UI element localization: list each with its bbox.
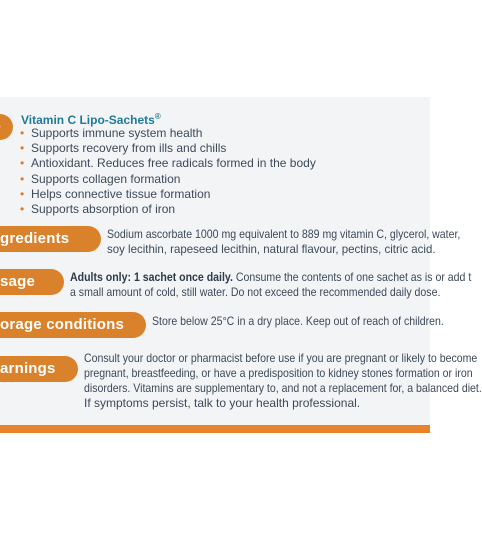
storage-text: Store below 25°C in a dry place. Keep out of reach of children. [152, 314, 444, 328]
warnings-text-line-4: If symptoms persist, talk to your health professional. [84, 396, 361, 410]
benefit-item: • Supports absorption of iron [20, 202, 176, 217]
benefit-item: • Supports immune system health [20, 126, 203, 140]
registered-mark: ® [154, 112, 161, 121]
usage-text-line-2: a small amount of cold, still water. Do not exceed the recommended daily dose. [70, 285, 441, 299]
bullet-icon: • [20, 156, 25, 171]
benefit-item: • Supports recovery from ills and chills [20, 141, 227, 156]
ingredients-text-line-2: soy lecithin, rapeseed lecithin, natural flavour, pectins, citric acid. [107, 242, 436, 256]
accent-bar [0, 425, 430, 433]
product-name: Vitamin C Lipo-Sachets® [21, 112, 161, 127]
bullet-icon: • [20, 126, 25, 140]
usage-text-line-1: Adults only: 1 sachet once daily. Consume the contents of one sachet as is or add t [70, 270, 472, 284]
benefit-item: • Helps connective tissue formation [20, 186, 211, 201]
warnings-tag: arnings [0, 356, 78, 382]
usage-tag: sage [0, 269, 64, 295]
bullet-icon: • [20, 186, 25, 201]
storage-tag: orage conditions [0, 312, 146, 338]
bullet-icon: • [20, 202, 25, 217]
benefit-item: • Supports collagen formation [20, 171, 181, 186]
benefits-list [20, 126, 316, 217]
warnings-text-line-3: disorders. Vitamins are supplementary to, and not a replacement for, a balanced diet. [84, 381, 482, 395]
warnings-text-line-2: pregnant, breastfeeding, or have a predisposition to kidney stones formation or iron [84, 366, 473, 380]
bullet-icon: • [20, 141, 25, 156]
warnings-text-line-1: Consult your doctor or pharmacist before use if you are pregnant or likely to become [84, 351, 478, 365]
ingredients-tag: gredients [0, 226, 101, 252]
usage-dose: Adults only: 1 sachet once daily. [70, 270, 233, 284]
benefit-item: • Antioxidant. Reduces free radicals formed in the body [20, 156, 316, 171]
ingredients-text-line-1: Sodium ascorbate 1000 mg equivalent to 889 mg vitamin C, glycerol, water, [107, 227, 461, 241]
bullet-icon: • [20, 171, 25, 186]
